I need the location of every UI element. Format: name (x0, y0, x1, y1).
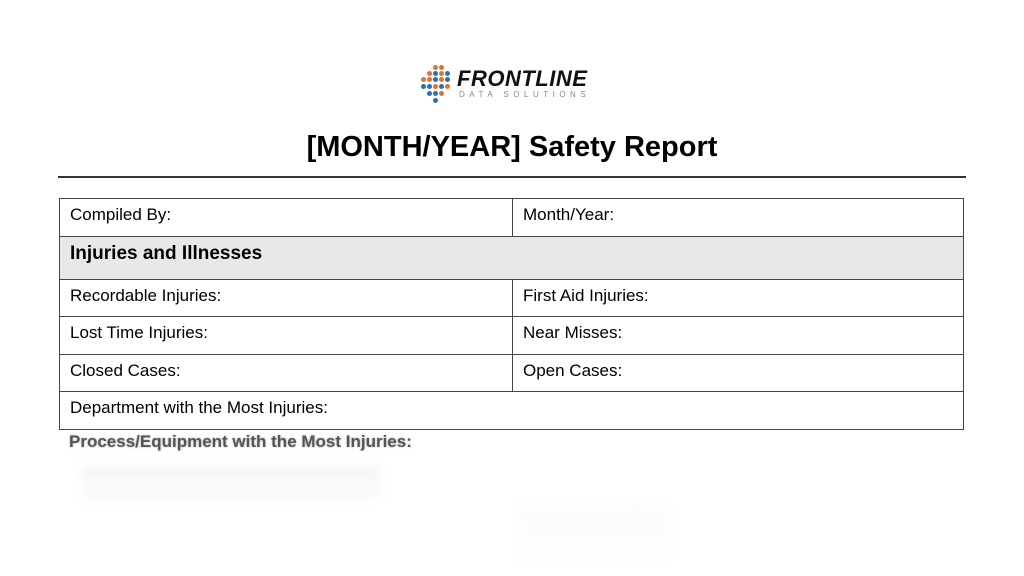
title-divider (58, 176, 966, 178)
open-cases-field[interactable]: Open Cases: (513, 354, 964, 392)
frontline-logo (419, 63, 609, 105)
compiled-by-field[interactable]: Compiled By: (60, 199, 513, 237)
fade-overlay (0, 455, 1024, 576)
logo-name: FRONTLINE (457, 66, 588, 91)
logo-tagline: DATA SOLUTIONS (459, 90, 591, 99)
report-table (59, 198, 964, 430)
report-title: [MONTH/YEAR] Safety Report (306, 131, 718, 163)
first-aid-injuries-field[interactable]: First Aid Injuries: (513, 279, 964, 317)
department-most-injuries-field[interactable]: Department with the Most Injuries: (60, 392, 964, 430)
section-header-row (60, 236, 964, 279)
table-row (60, 354, 964, 392)
recordable-injuries-field[interactable]: Recordable Injuries: (60, 279, 513, 317)
section-heading: Injuries and Illnesses (60, 236, 964, 279)
month-year-field[interactable]: Month/Year: (513, 199, 964, 237)
lost-time-injuries-field[interactable]: Lost Time Injuries: (60, 317, 513, 355)
closed-cases-field[interactable]: Closed Cases: (60, 354, 513, 392)
logo-dots-icon (419, 63, 453, 105)
table-row (60, 279, 964, 317)
table-row (60, 392, 964, 430)
table-row (60, 317, 964, 355)
near-misses-field[interactable]: Near Misses: (513, 317, 964, 355)
process-most-injuries-field: Process/Equipment with the Most Injuries: (69, 432, 412, 451)
table-row (60, 199, 964, 237)
